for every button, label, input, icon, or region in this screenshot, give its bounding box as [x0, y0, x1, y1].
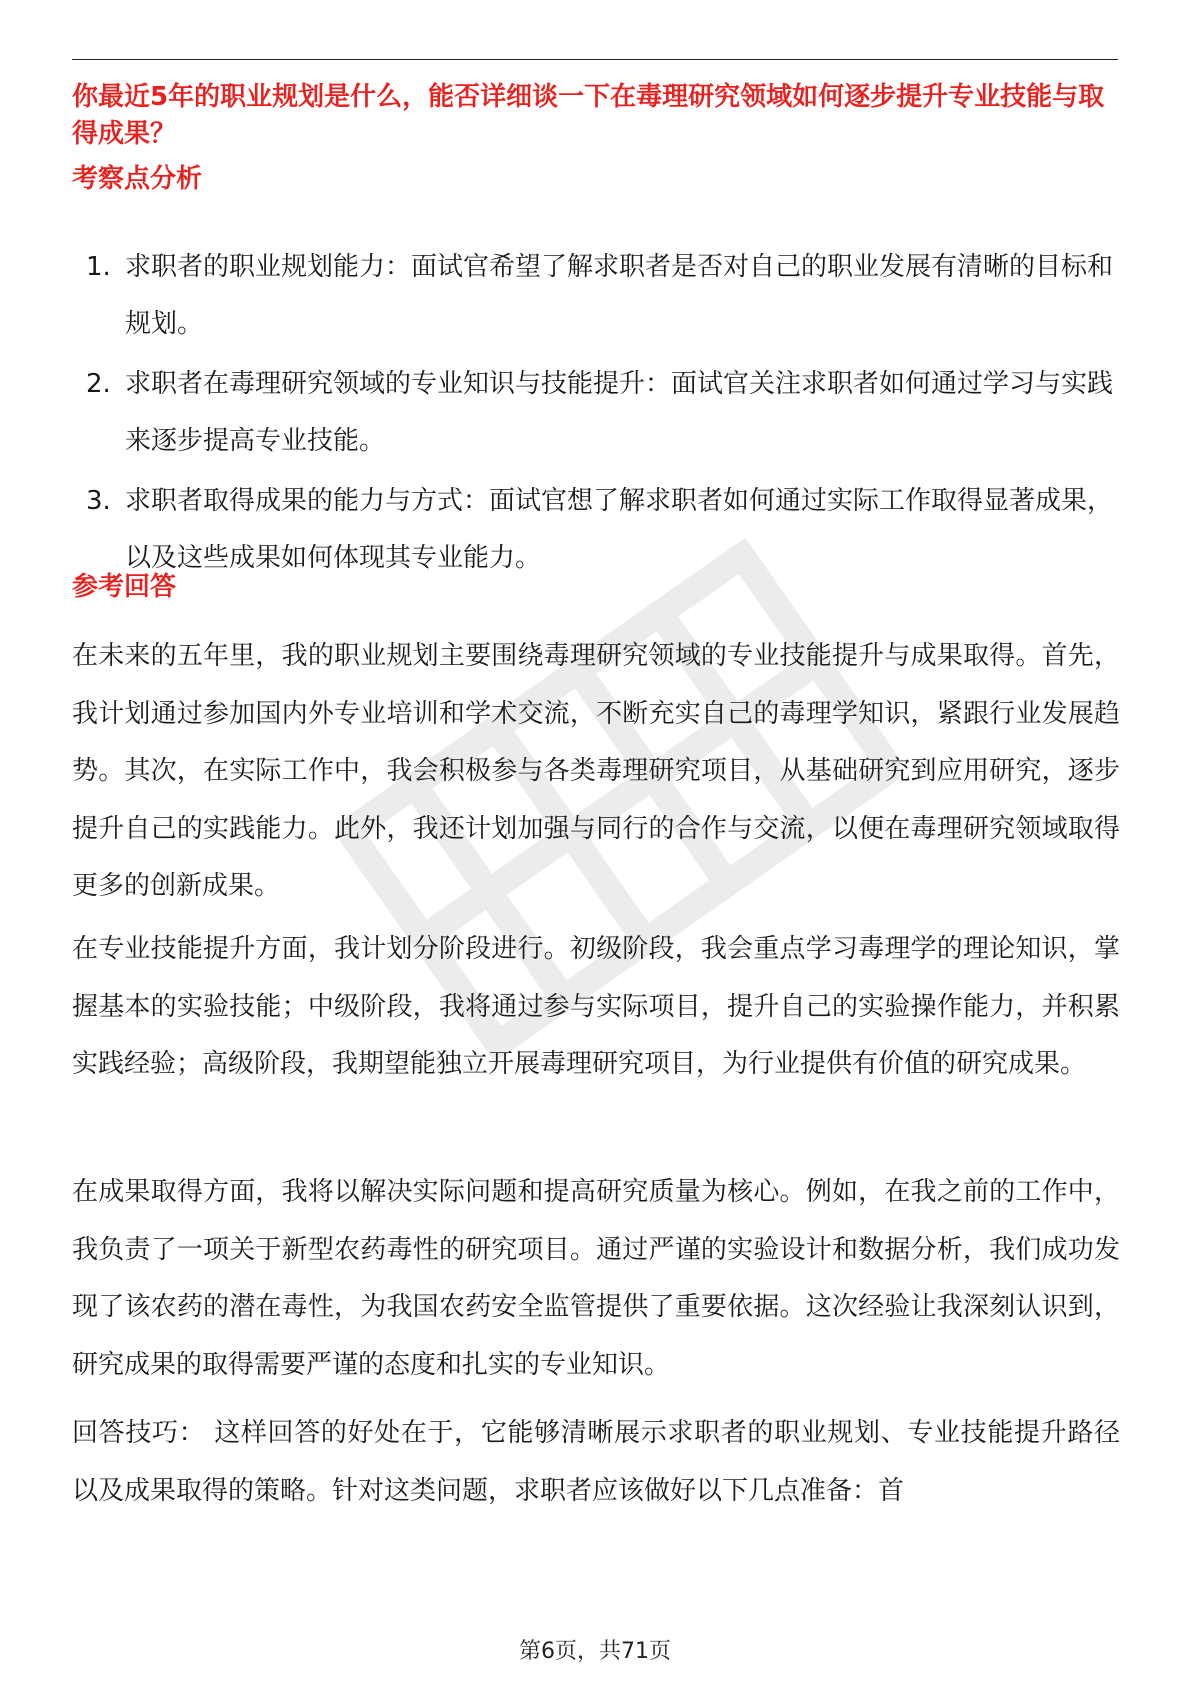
point-text: 求职者的职业规划能力：面试官希望了解求职者是否对自己的职业发展有清晰的目标和规划。 [125, 252, 1114, 339]
analysis-points [72, 239, 1118, 590]
point-text: 求职者在毒理研究领域的专业知识与技能提升：面试官关注求职者如何通过学习与实践来逐步提高专业技能。 [125, 369, 1114, 456]
answer-paragraph: 在未来的五年里，我的职业规划主要围绕毒理研究领域的专业技能提升与成果取得。首先，我计划通过参加国内外专业培训和学术交流，不断充实自己的毒理学知识，紧跟行业发展趋势。其次，在实际工作中，我会积极参与各类毒理研究项目，从基础研究到应用研究，逐步提升自己的实践能力。此外，我还计划加强与同行的合作与交流，以便在毒理研究领域取得更多的创新成果。 [72, 641, 1120, 901]
point-number: 3. [86, 486, 111, 516]
analysis-point [72, 473, 1118, 587]
point-number: 2. [86, 369, 111, 399]
answer-paragraph: 在专业技能提升方面，我计划分阶段进行。初级阶段，我会重点学习毒理学的理论知识，掌握基本的实验技能；中级阶段，我将通过参与实际项目，提升自己的实验操作能力，并积累实践经验；高级阶段，我期望能独立开展毒理研究项目，为行业提供有价值的研究成果。 [72, 934, 1120, 1079]
answer-paragraph: 在成果取得方面，我将以解决实际问题和提高研究质量为核心。例如，在我之前的工作中，我负责了一项关于新型农药毒性的研究项目。通过严谨的实验设计和数据分析，我们成功发现了该农药的潜在毒性，为我国农药安全监管提供了重要依据。这次经验让我深刻认识到，研究成果的取得需要严谨的态度和扎实的专业知识。 [72, 1177, 1120, 1380]
analysis-point [72, 239, 1118, 353]
point-text: 求职者取得成果的能力与方式：面试官想了解求职者如何通过实际工作取得显著成果，以及这些成果如何体现其专业能力。 [125, 486, 1114, 573]
question-title: 你最近5年的职业规划是什么，能否详细谈一下在毒理研究领域如何逐步提升专业技能与取得成果？ [72, 82, 1105, 149]
answer-heading: 参考回答 [72, 572, 177, 602]
top-rule [72, 59, 1118, 60]
point-number: 1. [86, 252, 111, 282]
answer-tips-paragraph: 回答技巧： 这样回答的好处在于，它能够清晰展示求职者的职业规划、专业技能提升路径以及成果取得的策略。针对这类问题，求职者应该做好以下几点准备：首 [72, 1418, 1120, 1506]
analysis-point [72, 356, 1118, 470]
page-footer: 第6页，共71页 [519, 1639, 671, 1664]
analysis-heading: 考察点分析 [72, 164, 203, 194]
